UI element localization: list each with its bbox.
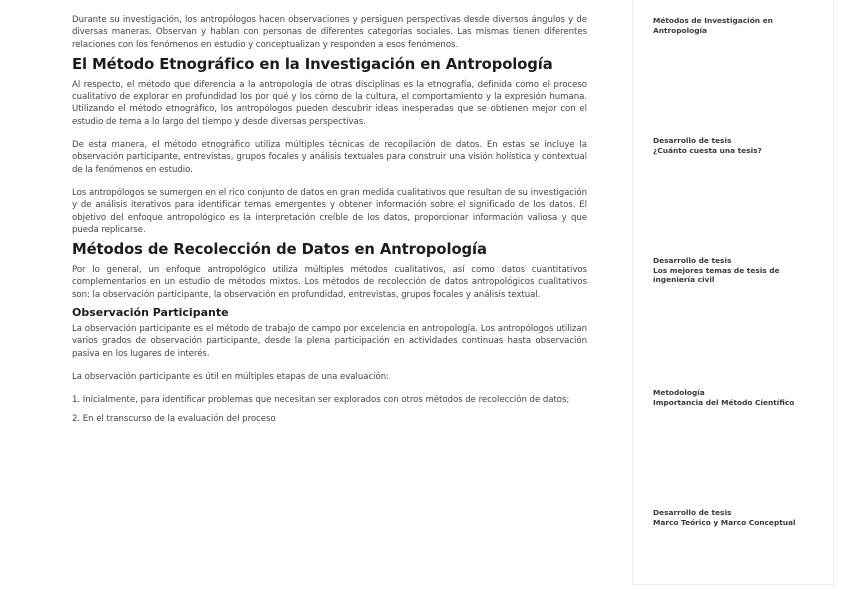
related-post-category: Desarrollo de tesis xyxy=(653,508,732,517)
related-post-metodo-cientifico[interactable] xyxy=(653,388,828,407)
related-post-category: Desarrollo de tesis xyxy=(653,256,732,265)
paragraph-datos-cualitativos: Los antropólogos se sumergen en el rico conjunto de datos en gran medida cualitativos que resultan de su investigación y de análisis iterativos para identificar temas emergentes y obtener información sobre el significado de los datos. El objetivo del enfoque antropológico es la interpretación creíble de los datos, proporcionar información valiosa y que pueda replicarse. xyxy=(72,187,587,235)
related-post-title-line: Importancia del Método Científico xyxy=(653,397,795,407)
heading-metodo-etnografico: El Método Etnográfico en la Investigación en Antropología xyxy=(72,55,553,73)
paragraph-tecnicas: De esta manera, el método etnográfico utiliza múltiples técnicas de recopilación de datos. En estas se incluye la observación participante, entrevistas, grupos focales y análisis textuales para construir una visión holística y contextual de la fenómenos en estudio. xyxy=(72,140,587,175)
list-item-inicialmente: 1. Inicialmente, para identificar problemas que necesitan ser explorados con otros métodos de recolección de datos; xyxy=(72,395,570,406)
related-post-title-line: Los mejores temas de tesis de xyxy=(653,265,780,275)
paragraph-etnografia-definicion: Al respecto, el método que diferencia a la antropología de otras disciplinas es la etnografía, definida como el proceso cualitativo de explorar en profundidad los por qué y los cómo de la cultura, el comportamiento y la expresión humana. Utilizando el método etnográfico, los antropólogos pueden descubrir ideas inesperadas que se obtienen mejor con el estudio de tema a lo largo del tiempo y desde diversas perspectivas. xyxy=(72,79,587,127)
paragraph-etapas-evaluacion: La observación participante es útil en múltiples etapas de una evaluación: xyxy=(72,371,389,382)
related-post-category: Metodología xyxy=(653,388,705,397)
paragraph-observacion-definicion: La observación participante es el método de trabajo de campo por excelencia en antropología. Los antropólogos utilizan varios grados de observación participante, desde la plena participación en actividades continuas hasta observación pasiva en los lugares de interés. xyxy=(72,324,587,359)
intro-paragraph: Durante su investigación, los antropólogos hacen observaciones y persiguen perspectivas desde diversos ángulos y de diversas maneras. Observan y hablan con personas de diferentes categorías sociales. Las mismas tienen diferentes relaciones con los fenómenos en estudio y conceptualizan y responden a esos fenómenos. xyxy=(72,15,587,50)
article-body xyxy=(72,14,587,425)
related-post-cuanto-cuesta-tesis[interactable] xyxy=(653,136,828,155)
heading-metodos-recoleccion: Métodos de Recolección de Datos en Antropología xyxy=(72,241,487,259)
list-item-transcurso: 2. En el transcurso de la evaluación del proceso xyxy=(72,413,276,424)
related-post-marco-teorico[interactable] xyxy=(653,508,828,527)
related-post-title-line: Métodos de Investigación en xyxy=(653,16,773,25)
related-post-metodos-investigacion[interactable] xyxy=(653,16,828,35)
related-post-title-line: Antropología xyxy=(653,25,708,35)
paragraph-metodos-mixtos: Por lo general, un enfoque antropológico utiliza múltiples métodos cualitativos, así como datos cuantitativos complementarios en un estudio de métodos mixtos. Los métodos de recolección de datos antropológicos cualitativos son: la observación participante, la observación en profundidad, entrevistas, grupos focales y análisis textual. xyxy=(72,265,587,300)
heading-observacion-participante: Observación Participante xyxy=(72,306,229,320)
related-post-title-line: ingeniería civil xyxy=(653,275,715,285)
related-post-temas-ingenieria-civil[interactable] xyxy=(653,256,828,285)
related-post-title-line: ¿Cuánto cuesta una tesis? xyxy=(653,145,762,155)
related-post-title-line: Marco Teórico y Marco Conceptual xyxy=(653,517,796,527)
related-post-category: Desarrollo de tesis xyxy=(653,136,732,145)
related-posts-sidebar xyxy=(632,0,834,585)
